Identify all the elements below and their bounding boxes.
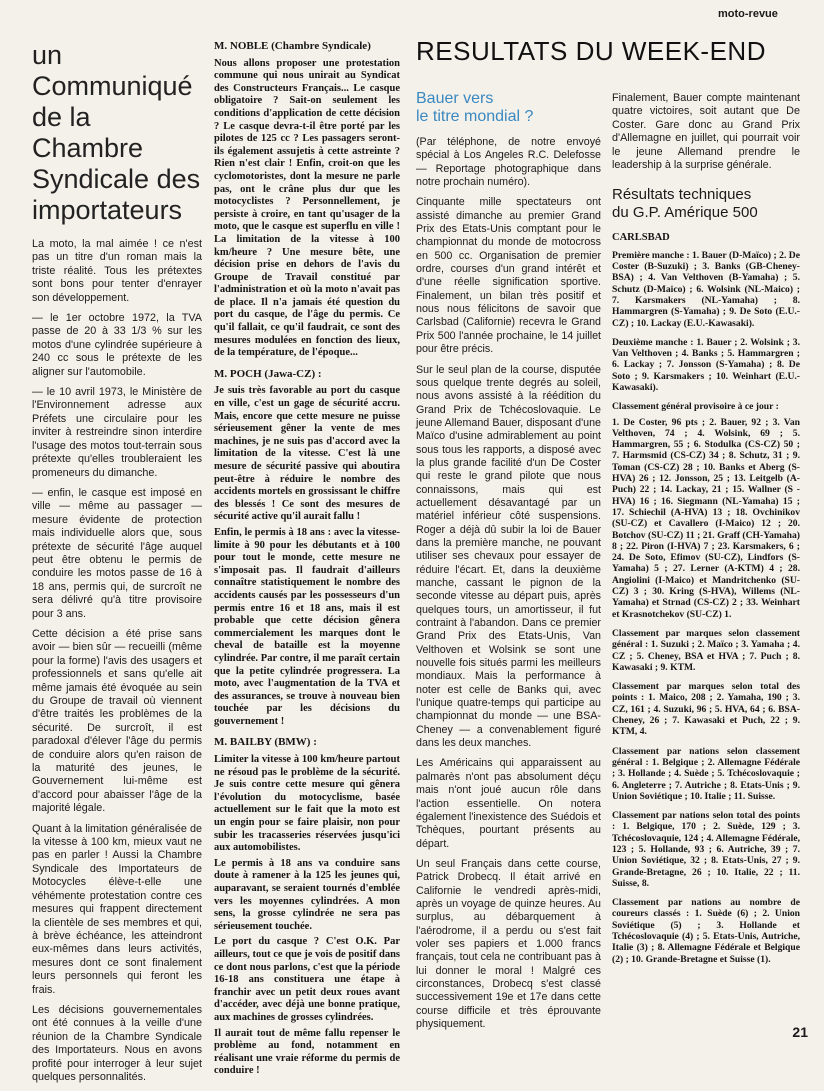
paragraph: Finalement, Bauer compte maintenant quatre victoires, soit autant que De Coster. Gare donc au Grand Prix d'Allemagne en juillet, qui pourrait voir le jeune Allemand prendre le leadership à la surprise générale. — [612, 92, 800, 172]
interview-heading: M. BAILBY (BMW) : — [214, 736, 317, 749]
paragraph: Les Américains qui apparaissent au palmarès n'ont pas absolument déçu mais n'ont joué aucun rôle dans l'action essentielle. On notera également l'inexistence des Suédois et Tchèques, pourtant présents au départ. — [416, 757, 601, 850]
technical-results-column — [612, 92, 800, 973]
results-subtitle — [416, 90, 601, 126]
results-block: Première manche : 1. Bauer (D-Maïco) ; 2. De Coster (B-Suzuki) ; 3. Banks (GB-Cheney-BSA) ; 4. Van Velthoven (B-Yamaha) ; 5. Schutz (D-Maico) ; 6. Wolsink (NL-Maico) ; 7. Karsmakers (NL-Yamaha) ; 8. Hammargren (S-Yamaha) ; 9. De Soto (E.U.-CZ) ; 10. Lackay (E.U.-Kawasaki). — [612, 249, 800, 329]
title-line: un — [32, 40, 63, 70]
interview-paragraph: Le permis à 18 ans va conduire sans doute à ramener à la 125 les jeunes qui, auparavant, se seraient tournés d'emblée vers les moyennes cylindrées. A mon sens, la grosse cylindrée ne sera pas sérieusement touchée. — [214, 857, 400, 932]
communique-title — [32, 40, 202, 226]
title-line: Syndicale des — [32, 164, 201, 194]
results-article-continuation — [612, 92, 800, 172]
paragraph: La moto, la mal aimée ! ce n'est pas un titre d'un roman mais la triste réalité. Tous les prétextes sont bons pour tenter d'enrayer son développement. — [32, 238, 202, 304]
paragraph: Cinquante mille spectateurs ont assisté dimanche au premier Grand Prix des Etats-Unis comptant pour le championnat du monde de motocross en 500 cc. Organisation de premier ordre, courses d'un grand intérêt et d'une réelle signification sportive. Finalement, un bilan très positif et nous nous félicitons de savoir que Carlsbad (Californie) recevra le Grand Prix 500 l'année prochaine, le 14 juillet pour être précis. — [416, 196, 601, 356]
paragraph: Sur le seul plan de la course, disputée sous quelque trente degrés au soleil, nous avons assisté à la réédition du Grand Prix de Tchécoslovaquie. Le jeune Allemand Bauer, disposant d'une Maïco d'usine admirablement au point sous tous les rapports, a disposé avec la plus grande facilité d'un De Coster qui reste le grand pilote que nous connaissons, mais qui est actuellement désavantagé par un matériel inférieur côté suspensions. Roger a déjà dû subir la loi de Bauer dans la première manche, ne pouvant utiliser ses chevaux pour essayer de réduire l'écart. Et, dans la deuxième manche, cassant le pignon de la seconde vitesse au départ puis, après quelques tours, un amortisseur, il fut contraint à l'abandon. Dans ce premier Grand Prix des Etats-Unis, Van Velthoven et Wolsink se sont une nouvelle fois situés parmi les meilleurs mondiaux. Mais la performance à noter est celle de Banks qui, avec l'unique quatre-temps qui participe au championnat du monde — une BSA-Cheney — a convenablement figuré dans les deux manches. — [416, 363, 601, 750]
interviews-column — [214, 40, 400, 1081]
paragraph: Les décisions gouvernementales ont été connues à la veille d'une réunion de la Chambre Syndicale des Importateurs. Nous en avons profité pour interroger à leur sujet quelques personnalités. — [32, 1003, 202, 1083]
title-line: importateurs — [32, 195, 183, 225]
technical-results-body — [612, 232, 800, 965]
paragraph: Quant à la limitation généralisée de la vitesse à 100 km, mieux vaut ne pas en parler ! Aussi la Chambre Syndicale des Importateurs de Motocycles élève-t-elle une véhémente protestation contre ces mesures qui frappent directement la clientèle de ses membres et qui, à brève échéance, les atteindront eux-mêmes dans leurs activités, mesures dont ce sont finalement leurs personnels qui feront les frais. — [32, 822, 202, 996]
interview-paragraph: Je suis très favorable au port du casque en ville, c'est un gage de sécurité accru. Mais, encore que cette mesure ne puisse sérieusement gêner la vente de mes machines, je ne suis pas d'accord avec la limitation de la vitesse. C'est là une mesure de sécurité passive qui aboutira peut-être à réduire le nombre des accidents mortels en grossissant le chiffre des blessés ! Ce sont des mesures de sécurité active qu'il aurait fallu ! — [214, 385, 400, 523]
magazine-name: moto-revue — [718, 8, 778, 20]
paragraph: Un seul Français dans cette course, Patrick Drobecq. Il était arrivé en Californie le vendredi après-midi, après un voyage de quinze heures. Au surplus, au débarquement à l'aérodrome, il a perdu ou s'est fait voler ses papiers et 1.000 francs français, tout cela ne contribuant pas à lui donner le moral ! Malgré ces circonstances, Drobecq s'est classé successivement 19e et 17e dans cette course difficile et très éprouvante physiquement. — [416, 857, 601, 1030]
interview-heading: M. POCH (Jawa-CZ) : — [214, 367, 322, 380]
communique-column — [32, 40, 202, 1091]
title-line: Communiqué — [32, 71, 193, 101]
results-article-body — [416, 136, 601, 1031]
results-block: Classement par marques selon total des points : 1. Maico, 208 ; 2. Yamaha, 190 ; 3. CZ, 161 ; 4. Suzuki, 96 ; 5. HVA, 64 ; 6. BSA-Cheney, 26 ; 7. Kawasaki et Puch, 22 ; 9. KTM, 4. — [612, 681, 800, 738]
results-article-column — [416, 90, 601, 1038]
results-block: Classement par nations selon classement général : 1. Belgique ; 2. Allemagne Fédérale ; 3. Hollande ; 4. Suède ; 5. Tchécoslovaquie ; 6. Angleterre ; 7. Autriche ; 8. Etats-Unis ; 9. Union Soviétique ; 10. Italie ; 11. Suisse. — [612, 745, 800, 802]
page-number: 21 — [792, 1024, 808, 1040]
interview-paragraph: Il aurait tout de même fallu repenser le problème au fond, notamment en réalisant une vraie réforme du permis de conduire ! — [214, 1027, 400, 1077]
interview-heading: M. NOBLE (Chambre Syndicale) — [214, 40, 371, 52]
results-block: Classement par marques selon classement général : 1. Suzuki ; 2. Maïco ; 3. Yamaha ; 4. CZ ; 5. Cheney, BSA et HVA ; 7. Puch ; 8. Kawasaki ; 9. KTM. — [612, 627, 800, 673]
communique-body — [32, 238, 202, 1084]
paragraph: — enfin, le casque est imposé en ville — même au passager — mesure évidente de protection mais individuelle alors que, sous prétexte de sécurité l'âge auquel peut être obtenu le permis de conduire les motos passe de 16 à 18 ans, permis qui, de surcroît ne sera délivré qu'à titre provisoire pour 3 ans. — [32, 486, 202, 620]
paragraph: — le 10 avril 1973, le Ministère de l'Environnement adresse aux Préfets une circulaire pour les inviter à restreindre sinon interdire l'usage des motos tout-terrain sous prétexte qu'elles troubleraient les promeneurs du dimanche. — [32, 386, 202, 479]
interview-paragraph: Enfin, le permis à 18 ans : avec la vitesse-limite à 90 pour les débutants et à 100 pour tout le monde, cette mesure ne s'imposait pas. Il faudrait d'ailleurs connaître statistiquement le nombre des accidents causés par les possesseurs d'un permis entre 16 et 18 ans, mais il est probable que cette décision gênera commercialement les marques dont le cheval de bataille est la moyenne cylindrée. Par contre, il me paraît certain que la petite cylindrée progressera. La moto, avec l'augmentation de la TVA et des assurances, se trouve à nouveau bien touchée par les décisions du gouvernement ! — [214, 526, 400, 727]
subtitle-line: Bauer vers — [416, 90, 494, 107]
title-line: du G.P. Amérique 500 — [612, 204, 758, 222]
race-location: CARLSBAD — [612, 232, 670, 244]
interview-paragraph: Nous allons proposer une protestation commune qui nous unirait au Syndicat des Constructeurs Français... Le casque obligatoire ? Sait-on seulement les conditions d'application de cette décision ? Le casque devra-t-il être porté par les pilotes de 125 cc ? Les passagers seront-ils également assujetis à cette astreinte ? Rien n'est clair ! Enfin, croit-on que les cyclomotoristes, dont la mesure ne parle pas, ont le crâne plus dur que les motocyclistes ? Personnellement, je persiste à croire, en tant qu'usager de la moto, que le casque est superflu en ville ! La limitation de la vitesse à 100 km/heure ? Une mesure bête, une décision prise en dehors de l'avis du Groupe de Travail constitué par l'administration et où la moto n'avait pas de place. Il n'a jamais été question du port du casque, de l'âge du permis. Ce qu'il fallait, ce qu'il faudrait, ce sont des mesures modulées en fonction des lieux, de la température, de l'époque... — [214, 57, 400, 359]
results-block: Classement par nations selon total des points : 1. Belgique, 170 ; 2. Suède, 129 ; 3. Tchécoslovaquie, 124 ; 4. Allemagne Fédérale, 123 ; 5. Hollande, 93 ; 6. Autriche, 39 ; 7. Union Soviétique, 32 ; 8. Etats-Unis, 27 ; 9. Grande-Bretagne, 26 ; 10. Italie, 22 ; 11. Suisse, 8. — [612, 810, 800, 889]
results-block: Classement par nations au nombre de coureurs classés : 1. Suède (6) ; 2. Union Soviétique (5) ; 3. Hollande et Tchécoslovaquie (4) ; 5. Etats-Unis, Autriche, Italie (3) ; 8. Allemagne Fédérale et Belgique (2) ; 10. Grande-Bretagne et Suisse (1). — [612, 897, 800, 965]
interview-paragraph: Le port du casque ? C'est O.K. Par ailleurs, tout ce que je vois de positif dans ce dont nous parlons, c'est que la période 16-18 ans constituera une étape à franchir avec un petit deux roues avant d'accéder, avec déjà une bonne pratique, aux machines de grosses cylindrées. — [214, 936, 400, 1023]
title-line: Chambre — [32, 133, 144, 163]
results-headline: RESULTATS DU WEEK-END — [416, 36, 766, 66]
title-line: Résultats techniques — [612, 186, 752, 204]
subtitle-line: le titre mondial ? — [416, 108, 534, 125]
paragraph: Cette décision a été prise sans avoir — bien sûr — recueilli (même pour la forme) l'avis des usagers et professionnels et sans qu'elle ait même jamais été évoquée au sein du Groupe de travail où viennent d'être traités les problèmes de la sécurité. De surcroît, il est paradoxal d'élever l'âge du permis de conduire alors qu'en raison de la maturité des jeunes, le Gouvernement lui-même est d'accord pour abaisser l'âge de la majorité légale. — [32, 627, 202, 815]
results-block: Deuxième manche : 1. Bauer ; 2. Wolsink ; 3. Van Velthoven ; 4. Banks ; 5. Hammargren ; 6. Lackay ; 7. Jonsson (S-Yamaha) ; 8. De Soto ; 9. Karsmakers ; 10. Weinhart (E.U.-Kawasaki). — [612, 336, 800, 393]
technical-results-title — [612, 186, 800, 222]
interview-paragraph: Limiter la vitesse à 100 km/heure partout ne résoud pas le problème de la sécurité. Je suis contre cette mesure qui gênera l'évolution du motocyclisme, basée actuellement sur le fait que la moto est un engin pour se faire plaisir, non pour subir les tracasseries réservées jusqu'ici aux automobilistes. — [214, 754, 400, 854]
results-block: 1. De Coster, 96 pts ; 2. Bauer, 92 ; 3. Van Velthoven, 74 ; 4. Wolsink, 69 ; 5. Hammargren, 55 ; 6. Stodulka (CS-CZ) 50 ; 7. Harmsmid (CS-CZ) 34 ; 8. Schutz, 31 ; 9. Toman (CS-CZ) 28 ; 10. Banks et Aberg (S-HVA) 26 ; 12. Jonsson, 25 ; 13. Leitgelb (A-Puch) 22 ; 14. Lackay, 21 ; 15. Wallner (S - HVA) 16 ; 16. Siegmann (NL-Yamaha) 15 ; 17. Schiechil (A-HVA) 13 ; 18. Ovchinikov (SU-CZ) et Cavallero (I-Maico) 12 ; 20. Botchov (SU-CZ) 11 ; 21. Graff (CH-Yamaha) 8 ; 22. Piron (I-HVA) 7 ; 23. Karsmakers, 6 ; 24. De Soto, Efimov (SU-CZ), Lindfors (S-Yamaha) 5 ; 27. Lerner (A-KTM) 4 ; 28. Angiolini (I-Maico) et Mandritchenko (SU-CZ) 3 ; 30. Kring (S-HVA), Willems (NL-Yamaha) et Strnad (CS-CZ) 2 ; 33. Weinhart et Krasnotchekov (SU-CZ) 1. — [612, 416, 800, 620]
paragraph: — le 1er octobre 1972, la TVA passe de 20 à 33 1/3 % sur les motos d'une cylindrée supérieure à 240 cc sous le prétexte de les aligner sur l'automobile. — [32, 312, 202, 378]
paragraph: (Par téléphone, de notre envoyé spécial à Los Angeles R.C. Delefosse — Reportage photographique dans notre prochain numéro). — [416, 136, 601, 189]
results-block: Classement général provisoire à ce jour : — [612, 401, 779, 413]
title-line: de la — [32, 102, 91, 132]
